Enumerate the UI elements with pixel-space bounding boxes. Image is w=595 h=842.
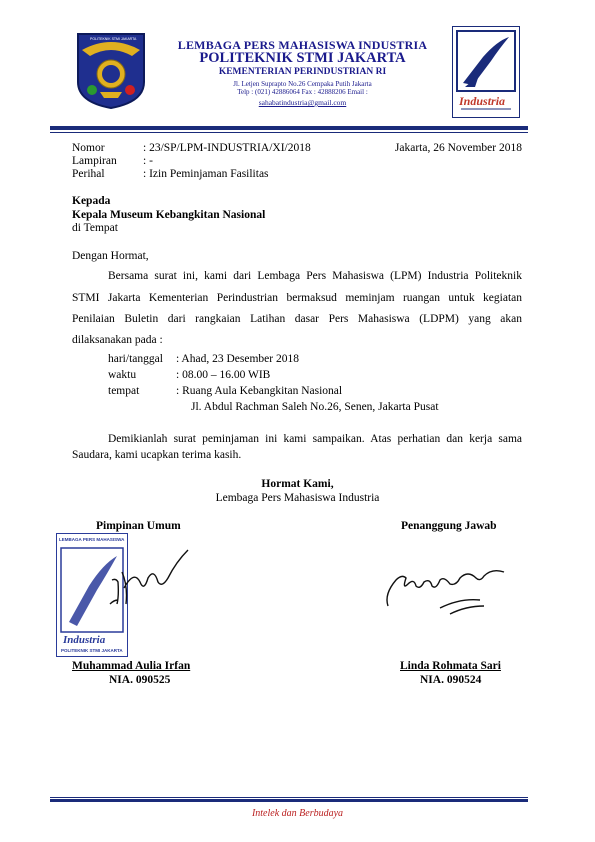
paragraph-2-line-2: Saudara, kami ucapkan terima kasih. — [72, 449, 242, 461]
time-value: : 08.00 – 16.00 WIB — [176, 369, 271, 381]
place-label: tempat — [108, 385, 140, 397]
right-signature — [380, 560, 530, 620]
date-label: hari/tanggal — [108, 353, 163, 365]
recipient-place: di Tempat — [72, 222, 118, 234]
left-signatory-name: Muhammad Aulia Irfan — [72, 660, 191, 672]
header-rule — [50, 126, 528, 130]
place-address: Jl. Abdul Rachman Saleh No.26, Senen, Jakarta Pusat — [191, 401, 439, 413]
right-signatory-name: Linda Rohmata Sari — [400, 660, 501, 672]
lampiran-value: : - — [143, 155, 153, 167]
place-value: : Ruang Aula Kebangkitan Nasional — [176, 385, 343, 397]
left-signatory-title: Pimpinan Umum — [96, 520, 181, 532]
left-signature — [88, 548, 198, 608]
footer-rule-thin — [50, 797, 528, 798]
perihal-label: Perihal — [72, 168, 105, 180]
nomor-value: : 23/SP/LPM-INDUSTRIA/XI/2018 — [143, 142, 311, 154]
place-date: Jakarta, 26 November 2018 — [394, 142, 522, 154]
lampiran-label: Lampiran — [72, 155, 117, 167]
header-rule-thin — [50, 132, 528, 133]
org-name: LEMBAGA PERS MAHASISWA INDUSTRIA — [177, 38, 428, 52]
left-signatory-nia: NIA. 090525 — [109, 674, 171, 686]
org-phone: Telp : (021) 42886064 Fax : 42888206 Email : — [237, 88, 368, 96]
paragraph-1-line-2: STMI Jakarta Kementerian Perindustrian bermaksud meminjam ruangan untuk kegiatan — [72, 292, 522, 304]
stamp-mid-text: Industria — [63, 634, 106, 646]
org-email[interactable]: sahabatindustria@gmail.com — [258, 98, 347, 107]
org-address: Jl. Letjen Suprapto No.26 Cempaka Putih Jakarta — [233, 80, 372, 88]
perihal-value: : Izin Peminjaman Fasilitas — [143, 168, 269, 180]
greeting: Dengan Hormat, — [72, 250, 149, 262]
industria-logo — [452, 26, 520, 118]
ministry-name: KEMENTERIAN PERINDUSTRIAN RI — [218, 67, 387, 77]
industria-logo-label: Industria — [459, 94, 506, 108]
paragraph-1-line-3: Penilaian Buletin dari rangkaian Latihan dasar Pers Mahasiswa (LDPM) yang akan — [72, 313, 522, 325]
stmi-logo-caption: POLITEKNIK STMI JAKARTA — [90, 37, 137, 41]
stamp-bottom-text: POLITEKNIK STMI JAKARTA — [61, 648, 123, 653]
closing-salutation: Hormat Kami, — [261, 478, 334, 490]
footer-rule — [50, 799, 528, 802]
recipient-kepada: Kepada — [72, 195, 111, 207]
right-signatory-title: Penanggung Jawab — [401, 520, 497, 532]
paragraph-2-line-1: Demikianlah surat peminjaman ini kami sampaikan. Atas perhatian dan kerja sama — [108, 433, 522, 445]
stmi-logo — [72, 30, 150, 110]
recipient-name: Kepala Museum Kebangkitan Nasional — [72, 209, 266, 221]
stamp-top-text: LEMBAGA PERS MAHASISWA — [59, 537, 125, 542]
footer-motto: Intelek dan Berbudaya — [251, 808, 344, 819]
nomor-label: Nomor — [72, 142, 105, 154]
date-value: : Ahad, 23 Desember 2018 — [176, 353, 299, 365]
right-signatory-nia: NIA. 090524 — [420, 674, 482, 686]
paragraph-1-line-1: Bersama surat ini, kami dari Lembaga Pers Mahasiswa (LPM) Industria Politeknik — [108, 270, 522, 282]
institution-name: POLITEKNIK STMI JAKARTA — [199, 50, 406, 66]
closing-org: Lembaga Pers Mahasiswa Industria — [215, 492, 380, 504]
paragraph-1-line-4: dilaksanakan pada : — [72, 334, 163, 346]
time-label: waktu — [108, 369, 137, 381]
